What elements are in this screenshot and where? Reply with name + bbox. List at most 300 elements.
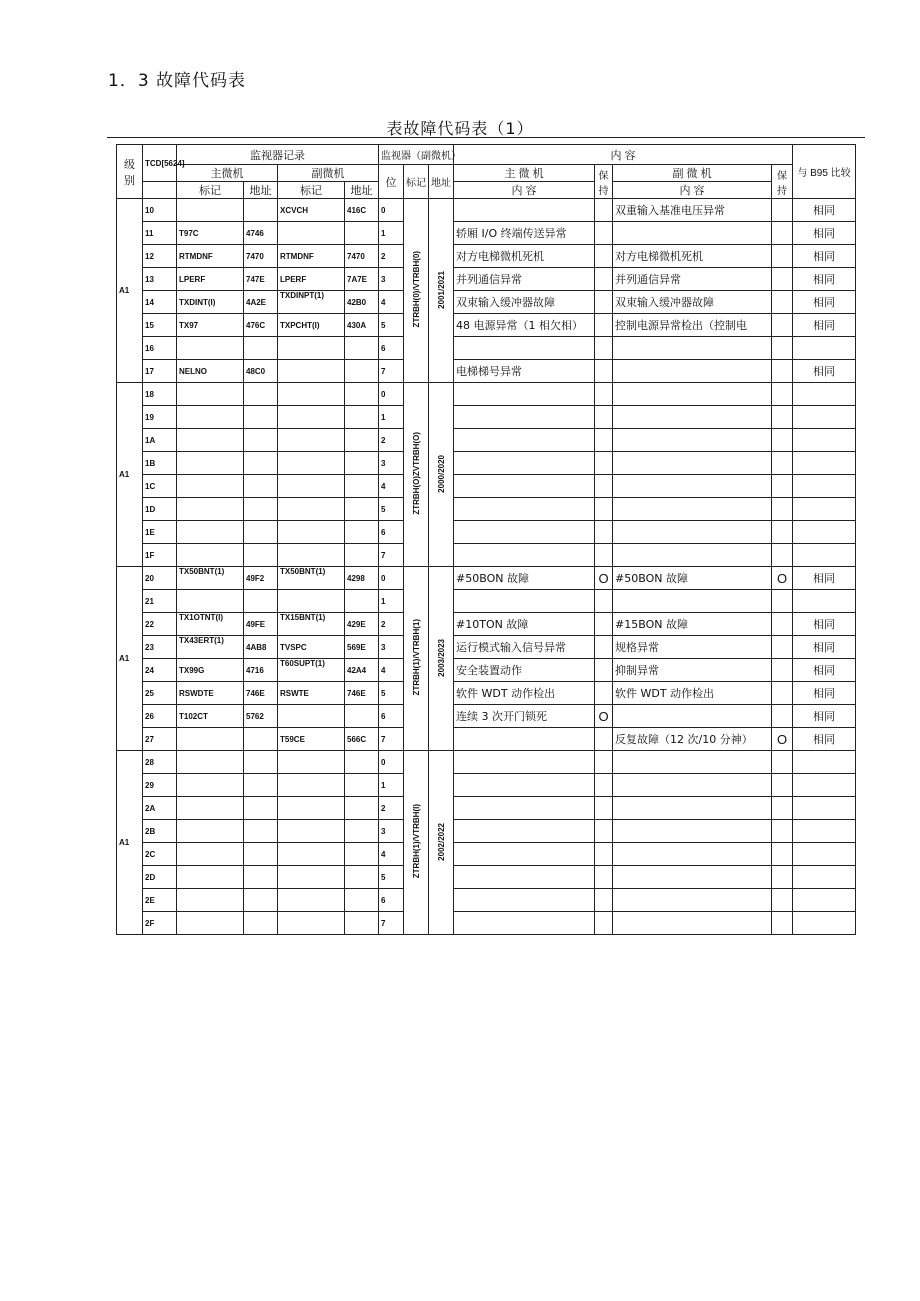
sub-addr-cell [345, 866, 379, 889]
main-content-cell [454, 751, 595, 774]
main-hold-cell [595, 245, 613, 268]
table-row [117, 521, 856, 544]
compare-cell: 相同 [793, 360, 856, 383]
tcd-cell: 2D [143, 866, 177, 889]
main-content-cell [454, 889, 595, 912]
sub-content-cell [613, 360, 772, 383]
table-row [117, 199, 856, 222]
main-content-cell: 轿厢 I/O 终端传送异常 [454, 222, 595, 245]
main-mark-cell [177, 590, 244, 613]
main-content-cell [454, 429, 595, 452]
sub-mark-cell [278, 406, 345, 429]
sub-hold-cell [772, 521, 793, 544]
main-addr-cell: 747E [244, 268, 278, 291]
compare-cell [793, 475, 856, 498]
compare-cell [793, 498, 856, 521]
table-row [117, 866, 856, 889]
header-monitor-sub: 监视器（副微机） [379, 145, 454, 165]
compare-cell: 相同 [793, 245, 856, 268]
bit-cell: 0 [379, 567, 404, 590]
sub-content-cell: 双重输入基准电压异常 [613, 199, 772, 222]
sub-content-cell [613, 590, 772, 613]
sub-hold-cell [772, 912, 793, 935]
sub-content-cell [613, 429, 772, 452]
sub-content-cell: 软件 WDT 动作检出 [613, 682, 772, 705]
table-row [117, 797, 856, 820]
main-hold-cell [595, 843, 613, 866]
main-content-cell [454, 199, 595, 222]
header-sub-hold: 保持 [772, 165, 793, 199]
level-cell: A1 [117, 751, 143, 935]
level-cell: A1 [117, 383, 143, 567]
sub-mark-cell [278, 843, 345, 866]
main-addr-cell [244, 337, 278, 360]
level-cell: A1 [117, 567, 143, 751]
sub-addr-cell [345, 406, 379, 429]
main-mark-cell [177, 843, 244, 866]
sub-hold-cell [772, 360, 793, 383]
tcd-cell: 23 [143, 636, 177, 659]
sub-addr-cell [345, 498, 379, 521]
sub-mark-cell: TX15BNT(1) [278, 613, 345, 636]
main-addr-cell: 49FE [244, 613, 278, 636]
main-content-cell: #10TON 故障 [454, 613, 595, 636]
sub-hold-cell [772, 751, 793, 774]
main-content-cell [454, 383, 595, 406]
main-content-cell [454, 820, 595, 843]
sub-mark-cell [278, 866, 345, 889]
main-hold-cell [595, 682, 613, 705]
main-mark-cell [177, 429, 244, 452]
sub-mark-cell [278, 521, 345, 544]
register-mark-cell [404, 199, 429, 383]
tcd-cell: 24 [143, 659, 177, 682]
bit-cell: 5 [379, 498, 404, 521]
table-row [117, 912, 856, 935]
main-addr-cell [244, 383, 278, 406]
sub-mark-cell [278, 912, 345, 935]
sub-mark-cell: TXDINPT(1) [278, 291, 345, 314]
main-mark-cell: NELNO [177, 360, 244, 383]
main-addr-cell [244, 912, 278, 935]
sub-addr-cell [345, 912, 379, 935]
header-bit: 位 [379, 165, 404, 199]
tcd-cell: 18 [143, 383, 177, 406]
main-hold-cell [595, 498, 613, 521]
sub-mark-cell [278, 475, 345, 498]
main-addr-cell [244, 797, 278, 820]
table-row [117, 406, 856, 429]
sub-addr-cell: 42B0 [345, 291, 379, 314]
compare-cell [793, 843, 856, 866]
main-hold-cell [595, 268, 613, 291]
table-row [117, 383, 856, 406]
sub-content-cell [613, 889, 772, 912]
register-addr-label: 2000/2020 [436, 454, 446, 493]
table-title: 表故障代码表（1） [386, 119, 534, 138]
sub-content-cell [613, 222, 772, 245]
register-mark-label: ZTRBH(0)/VTRBH(0) [411, 251, 421, 328]
table-row [117, 705, 856, 728]
main-addr-cell: 49F2 [244, 567, 278, 590]
tcd-cell: 28 [143, 751, 177, 774]
main-addr-cell [244, 475, 278, 498]
sub-content-cell [613, 406, 772, 429]
header-mark: 标记 [404, 165, 429, 199]
tcd-cell: 14 [143, 291, 177, 314]
main-content-cell: 软件 WDT 动作检出 [454, 682, 595, 705]
main-mark-cell: TX1OTNT(I) [177, 613, 244, 636]
compare-cell [793, 452, 856, 475]
compare-cell: 相同 [793, 728, 856, 751]
table-row [117, 544, 856, 567]
sub-hold-cell [772, 245, 793, 268]
sub-addr-cell: 42A4 [345, 659, 379, 682]
header-mark-sub: 标记 [278, 182, 345, 199]
tcd-cell: 1A [143, 429, 177, 452]
sub-addr-cell [345, 360, 379, 383]
sub-content-cell [613, 843, 772, 866]
main-content-cell: 电梯梯号异常 [454, 360, 595, 383]
tcd-cell: 22 [143, 613, 177, 636]
sub-content-cell: 并列通信异常 [613, 268, 772, 291]
main-hold-cell [595, 912, 613, 935]
sub-hold-cell [772, 613, 793, 636]
main-hold-cell [595, 889, 613, 912]
main-mark-cell [177, 521, 244, 544]
sub-hold-cell [772, 222, 793, 245]
sub-mark-cell [278, 498, 345, 521]
compare-cell [793, 751, 856, 774]
table-row [117, 360, 856, 383]
compare-cell [793, 797, 856, 820]
sub-hold-cell: O [772, 567, 793, 590]
sub-content-cell [613, 820, 772, 843]
table-row [117, 590, 856, 613]
table-row [117, 268, 856, 291]
main-hold-cell [595, 820, 613, 843]
table-row [117, 636, 856, 659]
main-content-cell [454, 728, 595, 751]
main-hold-cell [595, 429, 613, 452]
main-mark-cell [177, 337, 244, 360]
sub-mark-cell: T60SUPT(1) [278, 659, 345, 682]
main-mark-cell [177, 383, 244, 406]
main-mark-cell [177, 889, 244, 912]
sub-content-cell: #50BON 故障 [613, 567, 772, 590]
header-compare: 与 B95 比较 [793, 145, 856, 199]
tcd-cell: 21 [143, 590, 177, 613]
main-mark-cell [177, 728, 244, 751]
tcd-cell: 15 [143, 314, 177, 337]
bit-cell: 5 [379, 314, 404, 337]
sub-addr-cell: 7470 [345, 245, 379, 268]
tcd-cell: 17 [143, 360, 177, 383]
main-content-cell [454, 498, 595, 521]
level-cell: A1 [117, 199, 143, 383]
compare-cell [793, 866, 856, 889]
fault-code-table [116, 144, 856, 935]
header-main-cpu: 主微机 [177, 165, 278, 182]
main-addr-cell: 4A2E [244, 291, 278, 314]
table-row [117, 429, 856, 452]
sub-hold-cell [772, 797, 793, 820]
sub-content-cell: 对方电梯微机死机 [613, 245, 772, 268]
main-content-cell: 48 电源异常（1 相欠相） [454, 314, 595, 337]
sub-addr-cell [345, 222, 379, 245]
main-addr-cell [244, 452, 278, 475]
main-mark-cell [177, 498, 244, 521]
main-hold-cell [595, 659, 613, 682]
bit-cell: 5 [379, 866, 404, 889]
compare-cell: 相同 [793, 636, 856, 659]
main-hold-cell [595, 360, 613, 383]
sub-hold-cell [772, 774, 793, 797]
sub-content-cell [613, 797, 772, 820]
tcd-cell: 1C [143, 475, 177, 498]
sub-addr-cell [345, 889, 379, 912]
compare-cell: 相同 [793, 199, 856, 222]
tcd-cell: 2F [143, 912, 177, 935]
section-title: 1．3 故障代码表 [108, 71, 247, 91]
sub-hold-cell [772, 452, 793, 475]
main-content-cell: #50BON 故障 [454, 567, 595, 590]
bit-cell: 1 [379, 774, 404, 797]
sub-hold-cell [772, 866, 793, 889]
table-row [117, 751, 856, 774]
compare-cell [793, 889, 856, 912]
sub-content-cell: 双束输入缓冲器故障 [613, 291, 772, 314]
register-addr-label: 2001/2021 [436, 270, 446, 309]
sub-content-cell: 控制电源异常检出（控制电 [613, 314, 772, 337]
main-mark-cell: RSWDTE [177, 682, 244, 705]
sub-addr-cell [345, 820, 379, 843]
tcd-cell: 20 [143, 567, 177, 590]
main-mark-cell: TXDINT(I) [177, 291, 244, 314]
header-addr-main: 地址 [244, 182, 278, 199]
header-tcd-blank [143, 182, 177, 199]
sub-hold-cell [772, 820, 793, 843]
sub-addr-cell [345, 383, 379, 406]
main-mark-cell: LPERF [177, 268, 244, 291]
main-hold-cell [595, 774, 613, 797]
sub-mark-cell: TX50BNT(1) [278, 567, 345, 590]
tcd-cell: 29 [143, 774, 177, 797]
sub-mark-cell [278, 452, 345, 475]
compare-cell: 相同 [793, 682, 856, 705]
main-addr-cell [244, 774, 278, 797]
sub-mark-cell [278, 705, 345, 728]
register-addr-label: 2002/2022 [436, 822, 446, 861]
main-mark-cell [177, 751, 244, 774]
tcd-cell: 25 [143, 682, 177, 705]
main-mark-cell [177, 866, 244, 889]
sub-addr-cell [345, 521, 379, 544]
sub-hold-cell [772, 406, 793, 429]
tcd-cell: 11 [143, 222, 177, 245]
table-row [117, 728, 856, 751]
register-addr-cell [429, 751, 454, 935]
main-hold-cell: O [595, 705, 613, 728]
register-mark-cell [404, 567, 429, 751]
compare-cell: 相同 [793, 314, 856, 337]
sub-addr-cell: 429E [345, 613, 379, 636]
main-content-cell: 对方电梯微机死机 [454, 245, 595, 268]
table-row [117, 245, 856, 268]
main-addr-cell: 476C [244, 314, 278, 337]
sub-hold-cell [772, 475, 793, 498]
main-hold-cell [595, 521, 613, 544]
header-sub-cpu: 副微机 [278, 165, 379, 182]
sub-addr-cell: 566C [345, 728, 379, 751]
main-mark-cell: T102CT [177, 705, 244, 728]
main-hold-cell [595, 636, 613, 659]
sub-mark-cell [278, 337, 345, 360]
register-mark-label: ZTRBH(1)/VTRBH(1) [411, 619, 421, 696]
main-content-cell [454, 590, 595, 613]
main-mark-cell: TX43ERT(1) [177, 636, 244, 659]
table-row [117, 452, 856, 475]
table-row [117, 337, 856, 360]
table-row [117, 843, 856, 866]
compare-cell: 相同 [793, 659, 856, 682]
table-row [117, 889, 856, 912]
bit-cell: 2 [379, 613, 404, 636]
sub-hold-cell [772, 659, 793, 682]
bit-cell: 6 [379, 521, 404, 544]
sub-content-cell [613, 498, 772, 521]
table-row [117, 498, 856, 521]
main-hold-cell: O [595, 567, 613, 590]
compare-cell [793, 383, 856, 406]
main-addr-cell: 4AB8 [244, 636, 278, 659]
sub-addr-cell [345, 774, 379, 797]
tcd-cell: 27 [143, 728, 177, 751]
table-row [117, 682, 856, 705]
header-content: 内 容 [454, 145, 793, 165]
table-row [117, 567, 856, 590]
main-mark-cell: TX99G [177, 659, 244, 682]
main-content-cell [454, 475, 595, 498]
table-row [117, 659, 856, 682]
sub-addr-cell [345, 590, 379, 613]
main-addr-cell: 4716 [244, 659, 278, 682]
sub-hold-cell [772, 705, 793, 728]
sub-hold-cell [772, 636, 793, 659]
sub-hold-cell [772, 429, 793, 452]
sub-mark-cell [278, 360, 345, 383]
header-monitor-record: 监视器记录 [177, 145, 379, 165]
compare-cell: 相同 [793, 567, 856, 590]
main-mark-cell: TX97 [177, 314, 244, 337]
bit-cell: 6 [379, 337, 404, 360]
main-addr-cell [244, 521, 278, 544]
bit-cell: 3 [379, 636, 404, 659]
sub-hold-cell: O [772, 728, 793, 751]
header-tcd: TCD[5624] [143, 145, 177, 182]
compare-cell [793, 406, 856, 429]
sub-addr-cell [345, 475, 379, 498]
sub-hold-cell [772, 383, 793, 406]
main-content-cell: 运行模式输入信号异常 [454, 636, 595, 659]
tcd-cell: 10 [143, 199, 177, 222]
tcd-cell: 12 [143, 245, 177, 268]
register-addr-cell [429, 567, 454, 751]
main-content-cell [454, 452, 595, 475]
main-addr-cell [244, 820, 278, 843]
bit-cell: 7 [379, 912, 404, 935]
main-content-cell [454, 521, 595, 544]
header-mark-main: 标记 [177, 182, 244, 199]
sub-mark-cell: RTMDNF [278, 245, 345, 268]
main-mark-cell [177, 406, 244, 429]
sub-mark-cell [278, 820, 345, 843]
sub-content-cell [613, 452, 772, 475]
compare-cell [793, 429, 856, 452]
compare-cell [793, 820, 856, 843]
main-addr-cell [244, 843, 278, 866]
tcd-cell: 2A [143, 797, 177, 820]
sub-content-cell [613, 383, 772, 406]
main-hold-cell [595, 797, 613, 820]
bit-cell: 7 [379, 544, 404, 567]
title-rule [107, 137, 865, 138]
main-hold-cell [595, 751, 613, 774]
main-addr-cell [244, 406, 278, 429]
sub-hold-cell [772, 337, 793, 360]
main-addr-cell [244, 728, 278, 751]
sub-content-cell: 抑制异常 [613, 659, 772, 682]
sub-mark-cell: RSWTE [278, 682, 345, 705]
compare-cell [793, 590, 856, 613]
bit-cell: 4 [379, 291, 404, 314]
sub-hold-cell [772, 682, 793, 705]
sub-addr-cell [345, 843, 379, 866]
sub-addr-cell [345, 797, 379, 820]
sub-hold-cell [772, 268, 793, 291]
register-mark-cell [404, 383, 429, 567]
main-addr-cell: 746E [244, 682, 278, 705]
sub-mark-cell: TXPCHT(I) [278, 314, 345, 337]
bit-cell: 1 [379, 222, 404, 245]
main-hold-cell [595, 866, 613, 889]
sub-content-cell [613, 705, 772, 728]
bit-cell: 1 [379, 406, 404, 429]
register-mark-cell [404, 751, 429, 935]
sub-content-cell: 规格异常 [613, 636, 772, 659]
table-row [117, 314, 856, 337]
bit-cell: 2 [379, 429, 404, 452]
sub-hold-cell [772, 498, 793, 521]
main-hold-cell [595, 314, 613, 337]
bit-cell: 6 [379, 705, 404, 728]
sub-hold-cell [772, 314, 793, 337]
sub-mark-cell [278, 797, 345, 820]
main-mark-cell: TX50BNT(1) [177, 567, 244, 590]
compare-cell [793, 337, 856, 360]
tcd-cell: 2C [143, 843, 177, 866]
sub-addr-cell: 7A7E [345, 268, 379, 291]
main-hold-cell [595, 199, 613, 222]
table-body [117, 199, 856, 935]
bit-cell: 2 [379, 245, 404, 268]
sub-addr-cell: 569E [345, 636, 379, 659]
register-mark-label: ZTRBH(O)ZVTRBH(O) [411, 432, 421, 515]
tcd-cell: 1E [143, 521, 177, 544]
bit-cell: 0 [379, 751, 404, 774]
bit-cell: 7 [379, 728, 404, 751]
main-addr-cell [244, 590, 278, 613]
